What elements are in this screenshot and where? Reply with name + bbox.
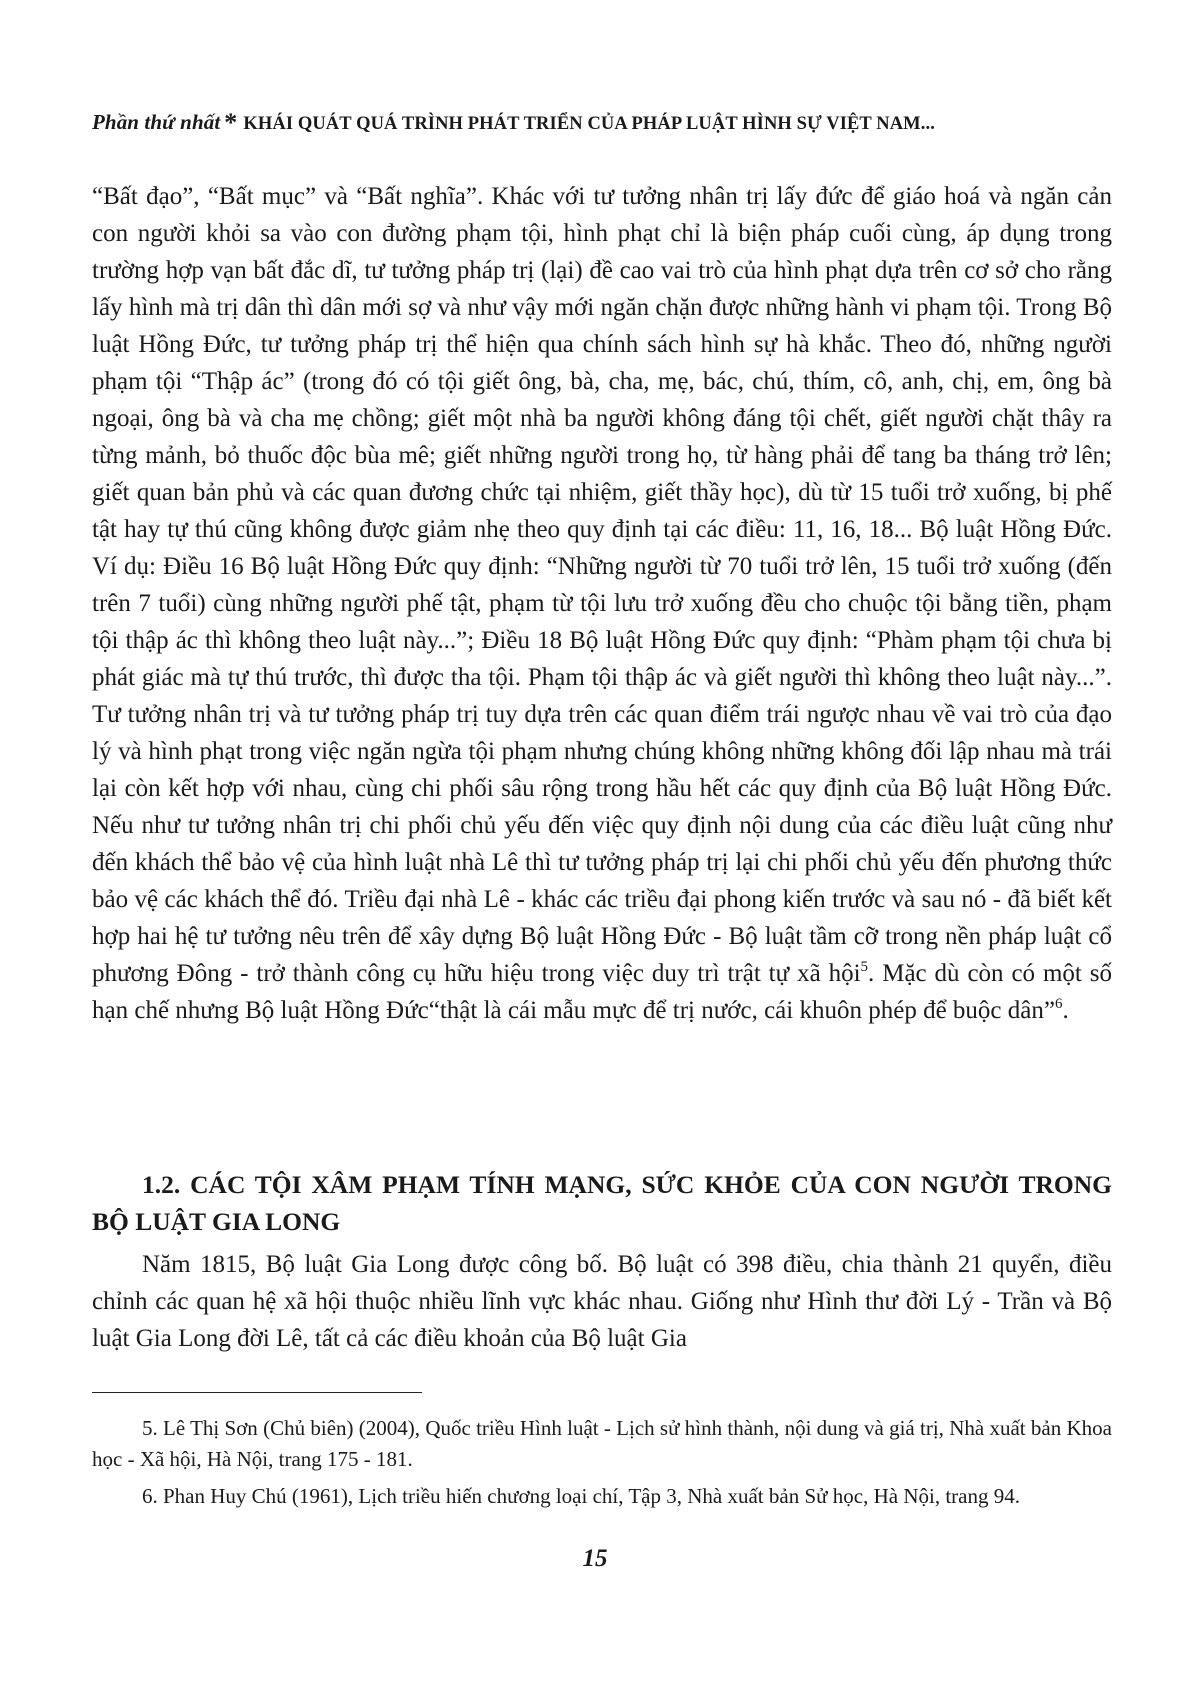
paragraph-text: “Bất đạo”, “Bất mục” và “Bất nghĩa”. Khác với tư tưởng nhân trị lấy đức để giáo hoá và ngăn cản con người khỏi sa vào con đường phạm tội, hình phạt chỉ là biện pháp cuối cùng, áp dụng trong trường hợp vạn bất đắc dĩ, tư tưởng pháp trị (lại) đề cao vai trò của hình phạt dựa trên cơ sở cho rằng lấy hình mà trị dân thì dân mới sợ và như vậy mới ngăn chặn được những hành vi phạm tội. Trong Bộ luật Hồng Đức, tư tưởng pháp trị thể hiện qua chính sách hình sự hà khắc. Theo đó, những người phạm tội “Thập ác” (trong đó có tội giết ông, bà, cha, mẹ, bác, chú, thím, cô, anh, chị, em, ông bà ngoại, ông bà và cha mẹ chồng; giết một nhà ba người không đáng tội chết, giết người chặt thây ra từng mảnh, bỏ thuốc độc bùa mê; giết những người trong họ, từ hàng phải để tang ba tháng trở lên; giết quan bản phủ và các quan đương chức tại nhiệm, giết thầy học), dù từ 15 tuổi trở xuống, bị phế tật hay tự thú cũng không được giảm nhẹ theo quy định tại các điều: 11, 16, 18... Bộ luật Hồng Đức. Ví dụ: Điều 16 Bộ luật Hồng Đức quy định: “Những người từ 70 tuổi trở lên, 15 tuổi trở xuống (đến trên 7 tuổi) cùng những người phế tật, phạm từ tội lưu trở xuống đều cho chuộc tội bằng tiền, phạm tội thập ác thì không theo luật này...”; Điều 18 Bộ luật Hồng Đức quy định: “Phàm phạm tội chưa bị phát giác mà tự thú trước, thì được tha tội. Phạm tội thập ác và giết người thì không theo luật này...”. Tư tưởng nhân trị và tư tưởng pháp trị tuy dựa trên các quan điểm trái ngược nhau về vai trò của đạo lý và hình phạt trong việc ngăn ngừa tội phạm nhưng chúng không những không đối lập nhau mà trái lại còn kết hợp với nhau, cùng chi phối sâu rộng trong hầu hết các quy định của Bộ luật Hồng Đức. Nếu như tư tưởng nhân trị chi phối chủ yếu đến việc quy định nội dung của các điều luật cũng như đến khách thể bảo vệ của hình luật nhà Lê thì tư tưởng pháp trị lại chi phối chủ yếu đến phương thức bảo vệ các khách thể đó. Triều đại nhà Lê - khác các triều đại phong kiến trước và sau nó - đã biết kết hợp hai hệ tư tưởng nêu trên để xây dựng Bộ luật Hồng Đức - Bộ luật tầm cỡ trong nền pháp luật cổ phương Đông - trở thành công cụ hữu hiệu trong việc duy trì trật tự xã hội xyxy=(92,183,1112,987)
page-number: 15 xyxy=(582,1545,608,1572)
footnotes xyxy=(92,1413,1112,1518)
footnote-ref: 5 xyxy=(860,959,869,975)
footnote-divider xyxy=(92,1392,422,1393)
footnote-ref: 6 xyxy=(1054,996,1063,1012)
section-heading: 1.2. CÁC TỘI XÂM PHẠM TÍNH MẠNG, SỨC KHỎE CỦA CON NGƯỜI TRONG BỘ LUẬT GIA LONG xyxy=(92,1170,1112,1236)
paragraph xyxy=(92,178,1112,1029)
paragraph-text: . xyxy=(1062,997,1069,1024)
header-title: KHÁI QUÁT QUÁ TRÌNH PHÁT TRIỂN CỦA PHÁP LUẬT HÌNH SỰ VIỆT NAM... xyxy=(243,114,935,134)
section-paragraph: Năm 1815, Bộ luật Gia Long được công bố. Bộ luật có 398 điều, chia thành 21 quyển, điều chỉnh các quan hệ xã hội thuộc nhiều lĩnh vực khác nhau. Giống như Hình thư đời Lý - Trần và Bộ luật Gia Long đời Lê, tất cả các điều khoản của Bộ luật Gia xyxy=(92,1251,1112,1352)
body-text xyxy=(92,178,1112,1029)
footnote: 5. Lê Thị Sơn (Chủ biên) (2004), Quốc triều Hình luật - Lịch sử hình thành, nội dung và giá trị, Nhà xuất bản Khoa học - Xã hội, Hà Nội, trang 175 - 181. xyxy=(92,1416,1112,1471)
paragraph-text: . Mặc dù còn có một số hạn chế nhưng Bộ luật Hồng Đức“thật là cái mẫu mực để trị nước, cái khuôn phép để buộc dân” xyxy=(92,960,1113,1024)
footnote: 6. Phan Huy Chú (1961), Lịch triều hiến chương loại chí, Tập 3, Nhà xuất bản Sử học, Hà Nội, trang 94. xyxy=(142,1484,1020,1508)
running-header xyxy=(92,108,1112,138)
part-label: Phần thứ nhất xyxy=(92,110,221,134)
header-separator: * xyxy=(224,108,238,137)
